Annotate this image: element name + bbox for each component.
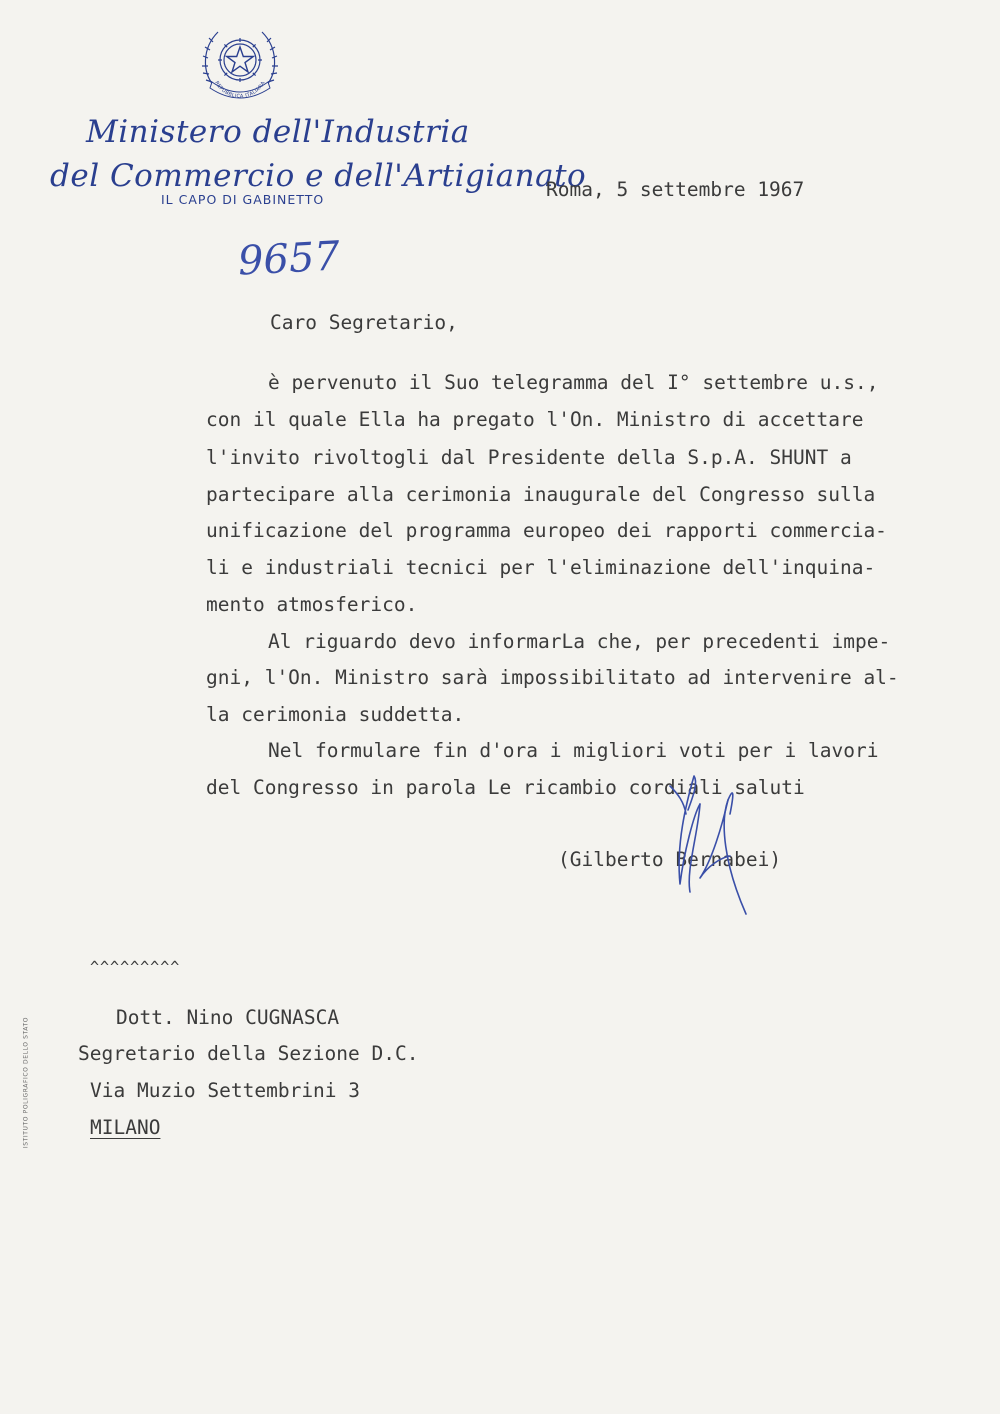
body-line: la cerimonia suddetta. (206, 703, 465, 726)
handwritten-protocol-number: 9657 (236, 233, 341, 285)
recipient-role: Segretario della Sezione D.C. (78, 1042, 419, 1065)
recipient-street: Via Muzio Settembrini 3 (90, 1079, 361, 1102)
body-line: gni, l'On. Ministro sarà impossibilitato ad intervenire al- (206, 666, 899, 689)
office-title: IL CAPO DI GABINETTO (161, 192, 325, 207)
emblem-ribbon-label: REPUBBLICA ITALIANA (213, 80, 267, 100)
body-line: con il quale Ella ha pregato l'On. Ministro di accettare (206, 408, 864, 431)
body-line: Al riguardo devo informarLa che, per precedenti impe- (268, 630, 891, 653)
recipient-name: Dott. Nino CUGNASCA (116, 1006, 340, 1029)
star-emblem-icon (200, 22, 280, 106)
signatory-name: (Gilberto Bernabei) (558, 848, 782, 871)
ministry-name-line1: Ministero dell'Industria (86, 114, 470, 150)
body-line: è pervenuto il Suo telegramma del I° settembre u.s., (268, 371, 879, 394)
printer-imprint (20, 1015, 32, 1155)
printer-imprint-text: ISTITUTO POLIGRAFICO DELLO STATO (22, 1016, 30, 1149)
body-line: Nel formulare fin d'ora i migliori voti per i lavori (268, 739, 879, 762)
ministry-name-line2: del Commercio e dell'Artigianato (50, 158, 587, 194)
body-line: li e industriali tecnici per l'eliminazione dell'inquina- (206, 556, 876, 579)
emblem-ribbon-text (213, 80, 267, 100)
salutation: Caro Segretario, (270, 311, 458, 334)
separator-marks: ^^^^^^^^^ (90, 958, 181, 976)
body-line: unificazione del programma europeo dei rapporti commercia- (206, 519, 887, 542)
body-line: del Congresso in parola Le ricambio cordiali saluti (206, 776, 805, 799)
recipient-city: MILANO (90, 1116, 161, 1139)
body-line: l'invito rivoltogli dal Presidente della S.p.A. SHUNT a (206, 446, 852, 469)
body-line: mento atmosferico. (206, 593, 418, 616)
place-date: Roma, 5 settembre 1967 (546, 178, 805, 201)
handwritten-signature (664, 774, 774, 924)
body-line: partecipare alla cerimonia inaugurale del Congresso sulla (206, 483, 876, 506)
